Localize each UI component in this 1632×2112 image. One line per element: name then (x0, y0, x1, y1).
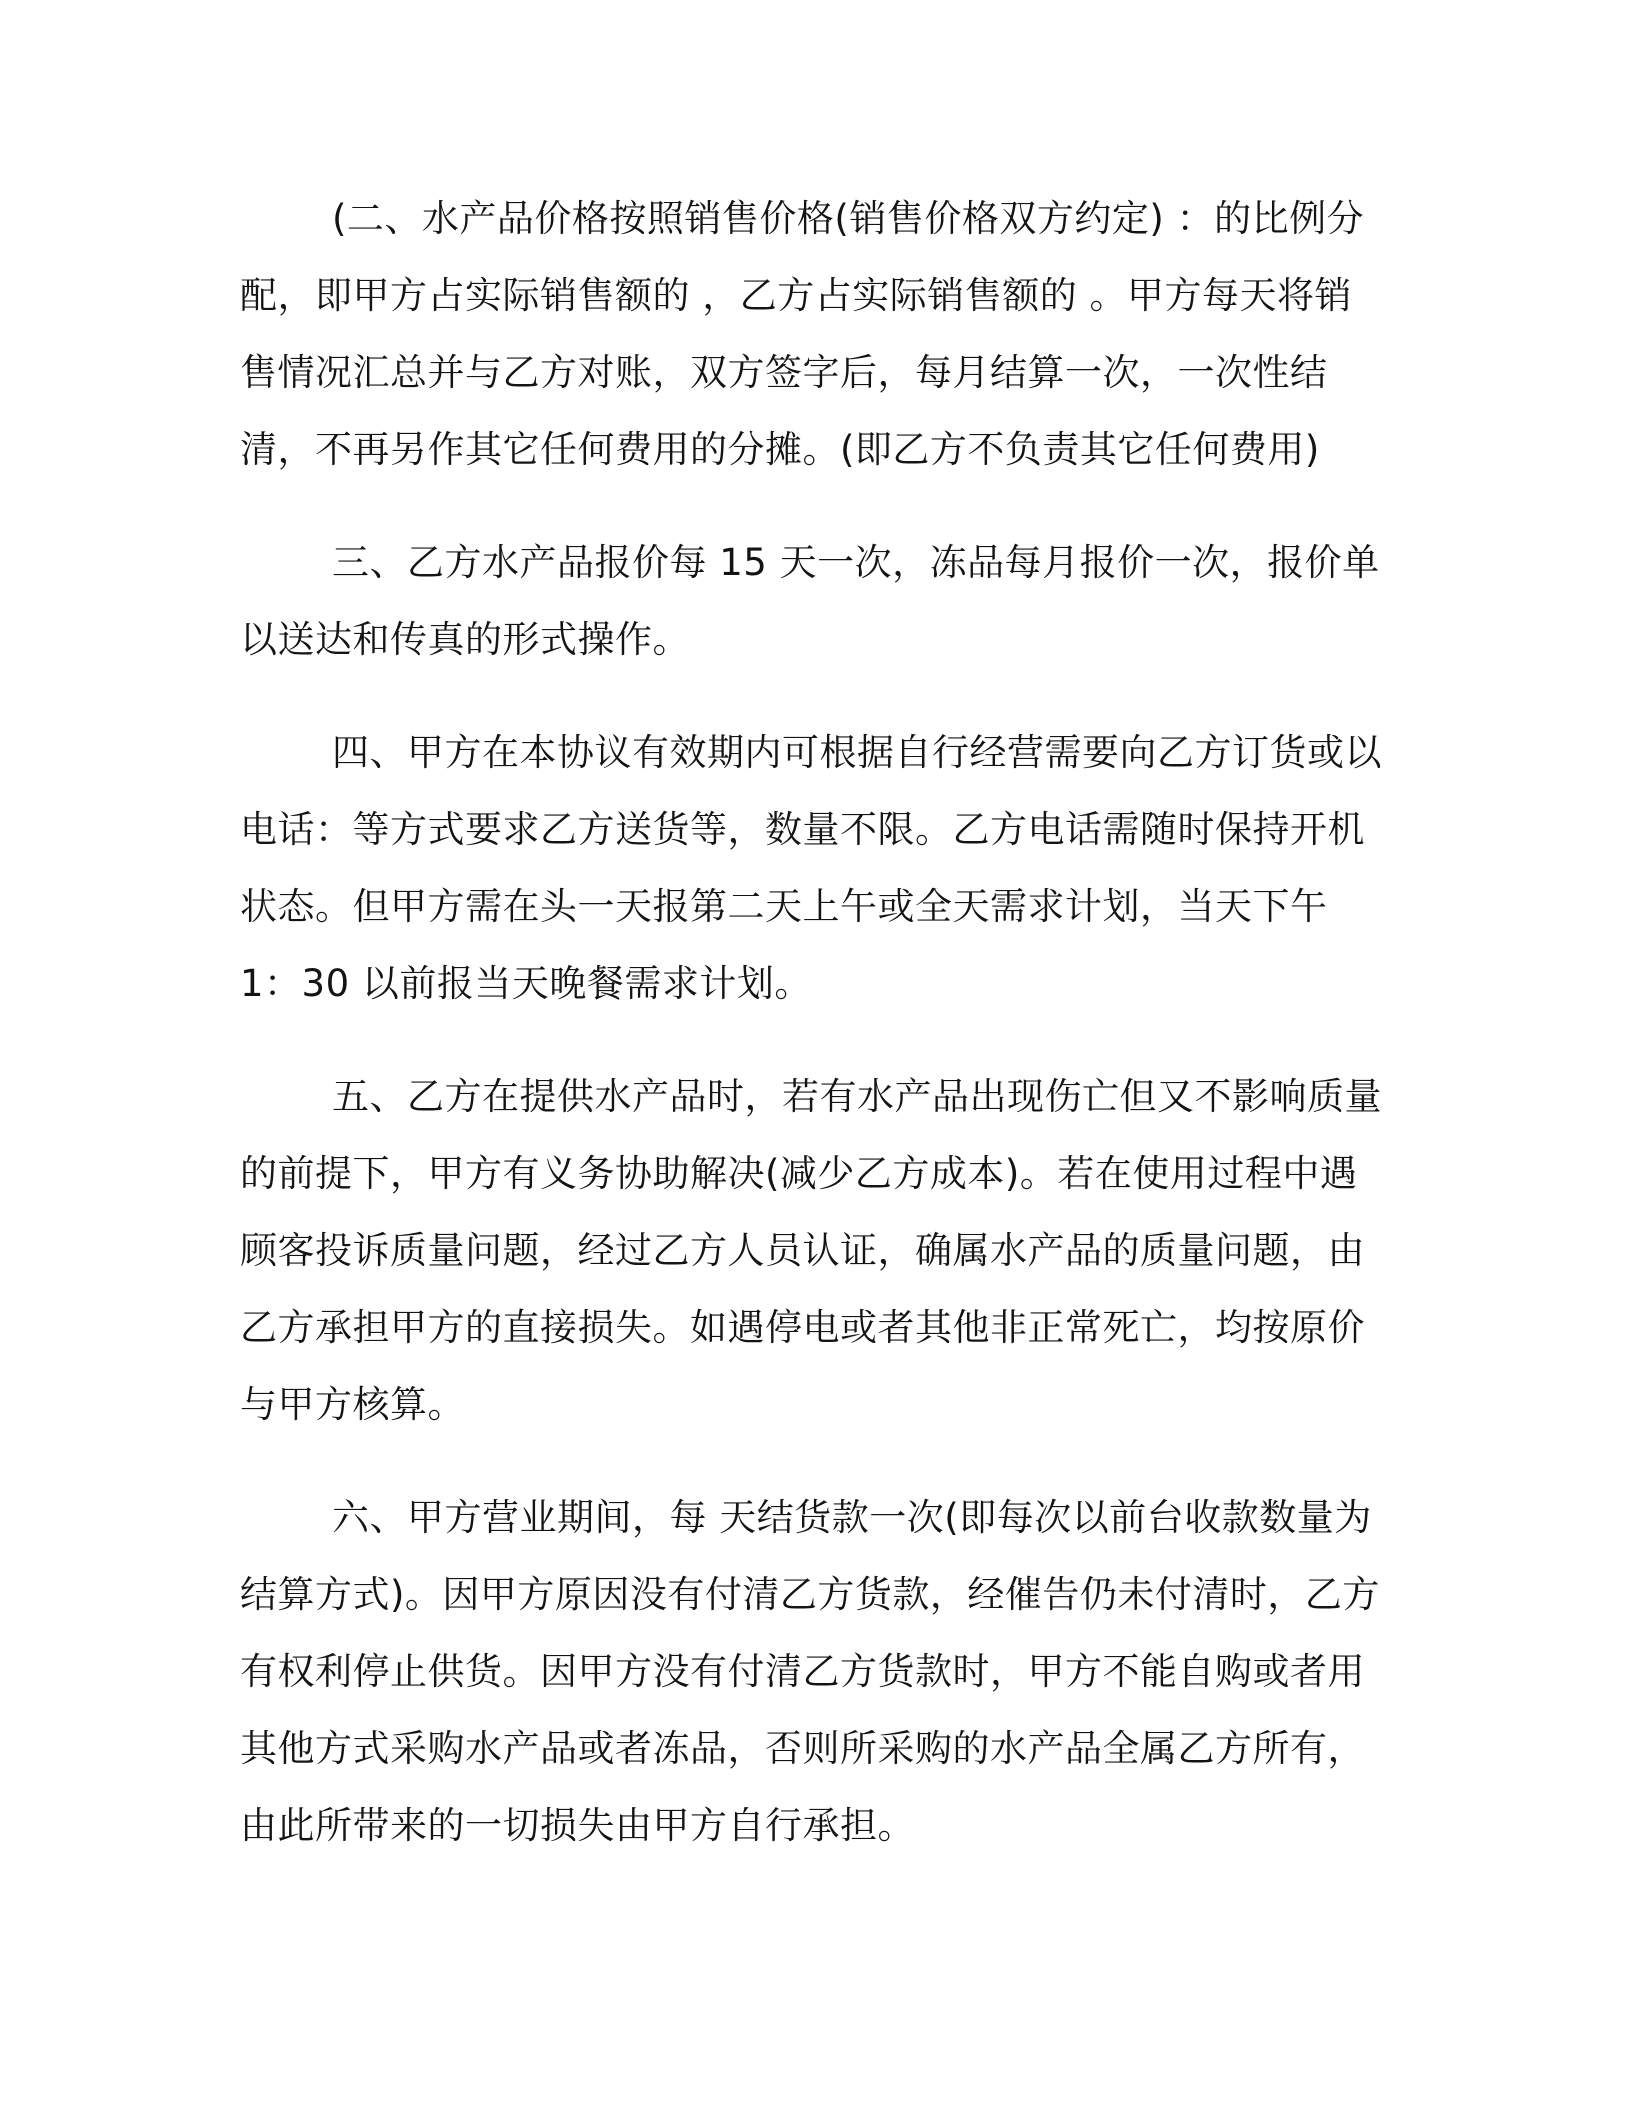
paragraph-clause-5: 五、乙方在提供水产品时，若有水产品出现伤亡但又不影响质量的前提下，甲方有义务协助解决(减少乙方成本)。若在使用过程中遇顾客投诉质量问题，经过乙方人员认证，确属水产品的质量问题，由乙方承担甲方的直接损失。如遇停电或者其他非正常死亡，均按原价与甲方核算。 (240, 1075, 1382, 1426)
paragraph-clause-2: (二、水产品价格按照销售价格(销售价格双方约定) ：的比例分配，即甲方占实际销售额的 ，乙方占实际销售额的 。甲方每天将销售情况汇总并与乙方对账，双方签字后，每月结算一次，一次性结清，不再另作其它任何费用的分摊。(即乙方不负责其它任何费用) (240, 197, 1365, 471)
document-body (240, 180, 1385, 1900)
paragraph-clause-3: 三、乙方水产品报价每 15 天一次，冻品每月报价一次，报价单以送达和传真的形式操作。 (240, 541, 1380, 661)
paragraph-clause-4: 四、甲方在本协议有效期内可根据自行经营需要向乙方订货或以电话：等方式要求乙方送货等，数量不限。乙方电话需随时保持开机状态。但甲方需在头一天报第二天上午或全天需求计划，当天下午 1：30 以前报当天晚餐需求计划。 (240, 731, 1382, 1005)
paragraph-clause-6: 六、甲方营业期间，每 天结货款一次(即每次以前台收款数量为结算方式)。因甲方原因没有付清乙方货款，经催告仍未付清时，乙方有权利停止供货。因甲方没有付清乙方货款时，甲方不能自购或者用其他方式采购水产品或者冻品，否则所采购的水产品全属乙方所有，由此所带来的一切损失由甲方自行承担。 (240, 1496, 1380, 1847)
